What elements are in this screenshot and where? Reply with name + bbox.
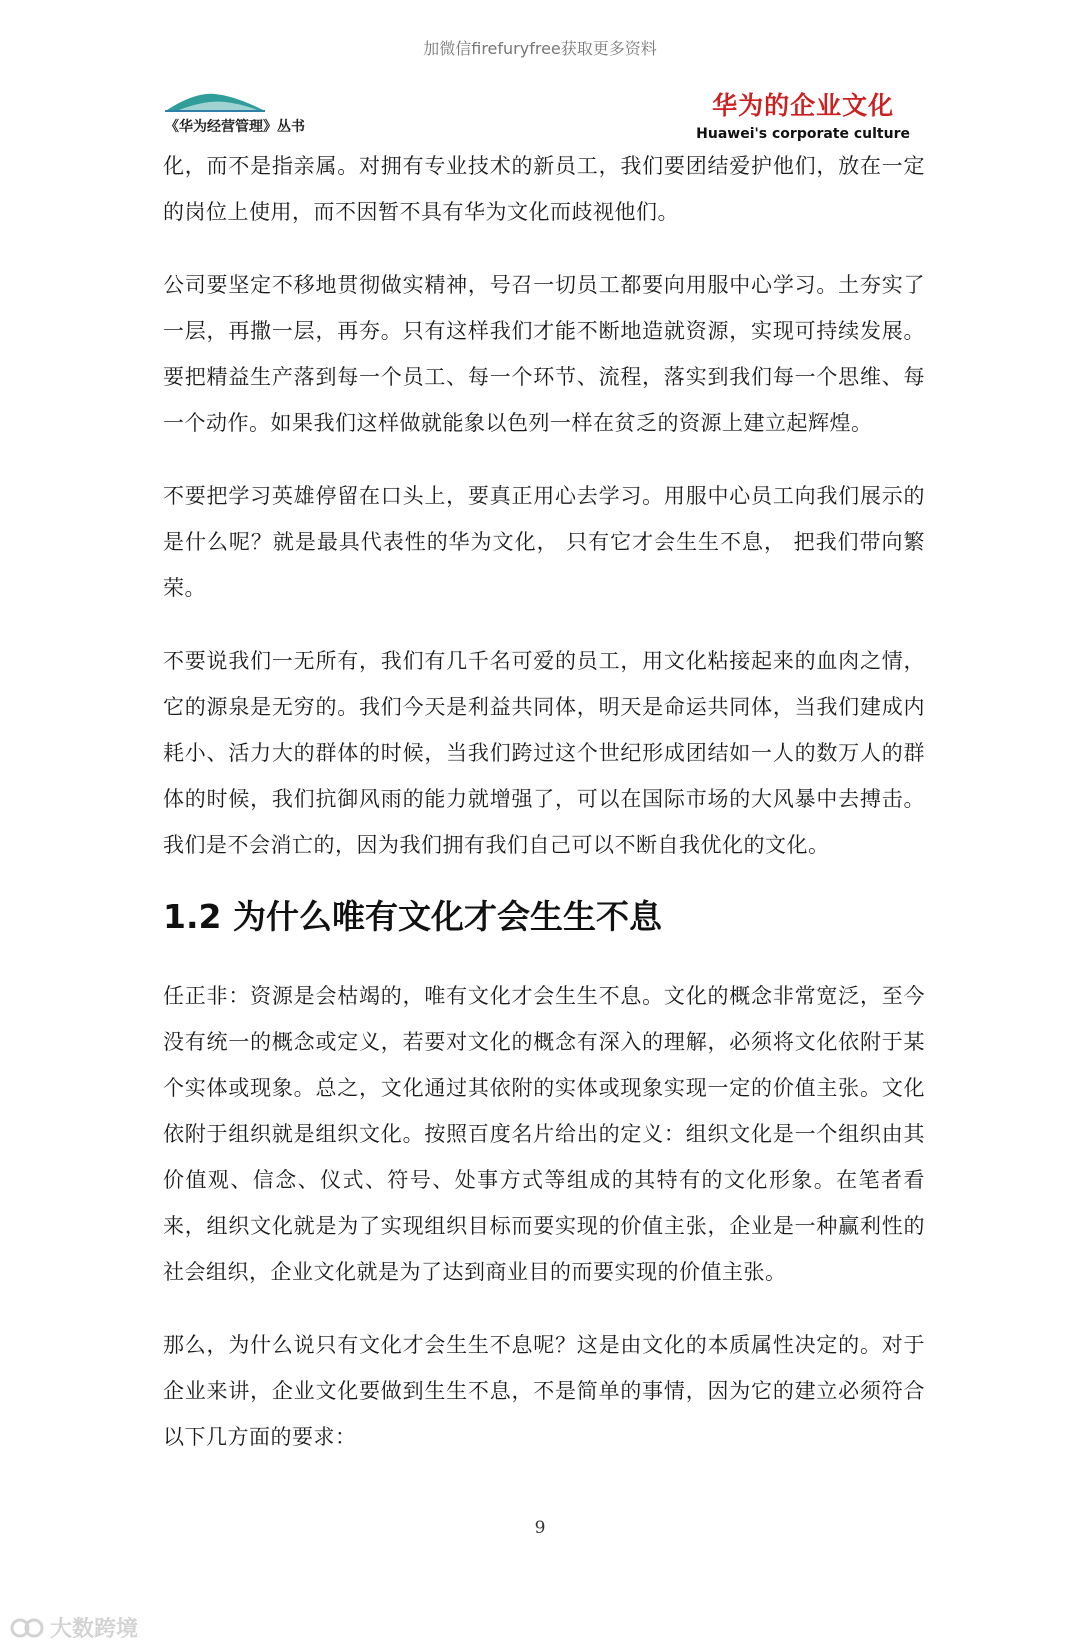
top-watermark: 加微信firefuryfree获取更多资料 — [423, 39, 657, 58]
mountain-logo-icon — [165, 88, 265, 114]
section-title: 1.2 为什么唯有文化才会生生不息 — [163, 897, 662, 936]
bottom-watermark-text: 大数跨境 — [50, 1617, 139, 1642]
header-series — [165, 88, 305, 136]
book-title-chinese: 华为的企业文化 — [712, 91, 895, 120]
page-content — [163, 143, 925, 1487]
book-title-english: Huawei's corporate culture — [696, 126, 910, 142]
paragraph-1: 化，而不是指亲属。对拥有专业技术的新员工，我们要团结爱护他们，放在一定的岗位上使用，而不因暂不具有华为文化而歧视他们。 — [163, 154, 925, 224]
bottom-watermark — [10, 1612, 138, 1643]
header-book-title — [696, 86, 910, 142]
paragraph-4: 不要说我们一无所有，我们有几千名可爱的员工，用文化粘接起来的血肉之情，它的源泉是无穷的。我们今天是利益共同体，明天是命运共同体，当我们建成内耗小、活力大的群体的时候，当我们跨过这个世纪形成团结如一人的数万人的群体的时候，我们抗御风雨的能力就增强了，可以在国际市场的大风暴中去搏击。我们是不会消亡的，因为我们拥有我们自己可以不断自我优化的文化。 — [163, 649, 925, 857]
paragraph-2: 公司要坚定不移地贯彻做实精神，号召一切员工都要向用服中心学习。土夯实了一层，再撒一层，再夯。只有这样我们才能不断地造就资源，实现可持续发展。要把精益生产落到每一个员工、每一个环节、流程，落实到我们每一个思维、每一个动作。如果我们这样做就能象以色列一样在贫乏的资源上建立起辉煌。 — [163, 273, 925, 435]
brand-watermark-icon — [10, 1617, 44, 1639]
page-number: 9 — [534, 1518, 546, 1538]
series-name: 《华为经营管理》丛书 — [165, 119, 305, 135]
paragraph-3: 不要把学习英雄停留在口头上，要真正用心去学习。用服中心员工向我们展示的是什么呢？就是最具代表性的华为文化， 只有它才会生生不息， 把我们带向繁荣。 — [163, 484, 925, 600]
paragraph-6: 那么，为什么说只有文化才会生生不息呢？这是由文化的本质属性决定的。对于企业来讲，企业文化要做到生生不息，不是简单的事情，因为它的建立必须符合以下几方面的要求： — [163, 1333, 925, 1449]
paragraph-5: 任正非：资源是会枯竭的，唯有文化才会生生不息。文化的概念非常宽泛，至今没有统一的概念或定义，若要对文化的概念有深入的理解，必须将文化依附于某个实体或现象。总之，文化通过其依附的实体或现象实现一定的价值主张。文化依附于组织就是组织文化。按照百度名片给出的定义：组织文化是一个组织由其价值观、信念、仪式、符号、处事方式等组成的其特有的文化形象。在笔者看来，组织文化就是为了实现组织目标而要实现的价值主张，企业是一种赢利性的社会组织，企业文化就是为了达到商业目的而要实现的价值主张。 — [163, 984, 925, 1284]
